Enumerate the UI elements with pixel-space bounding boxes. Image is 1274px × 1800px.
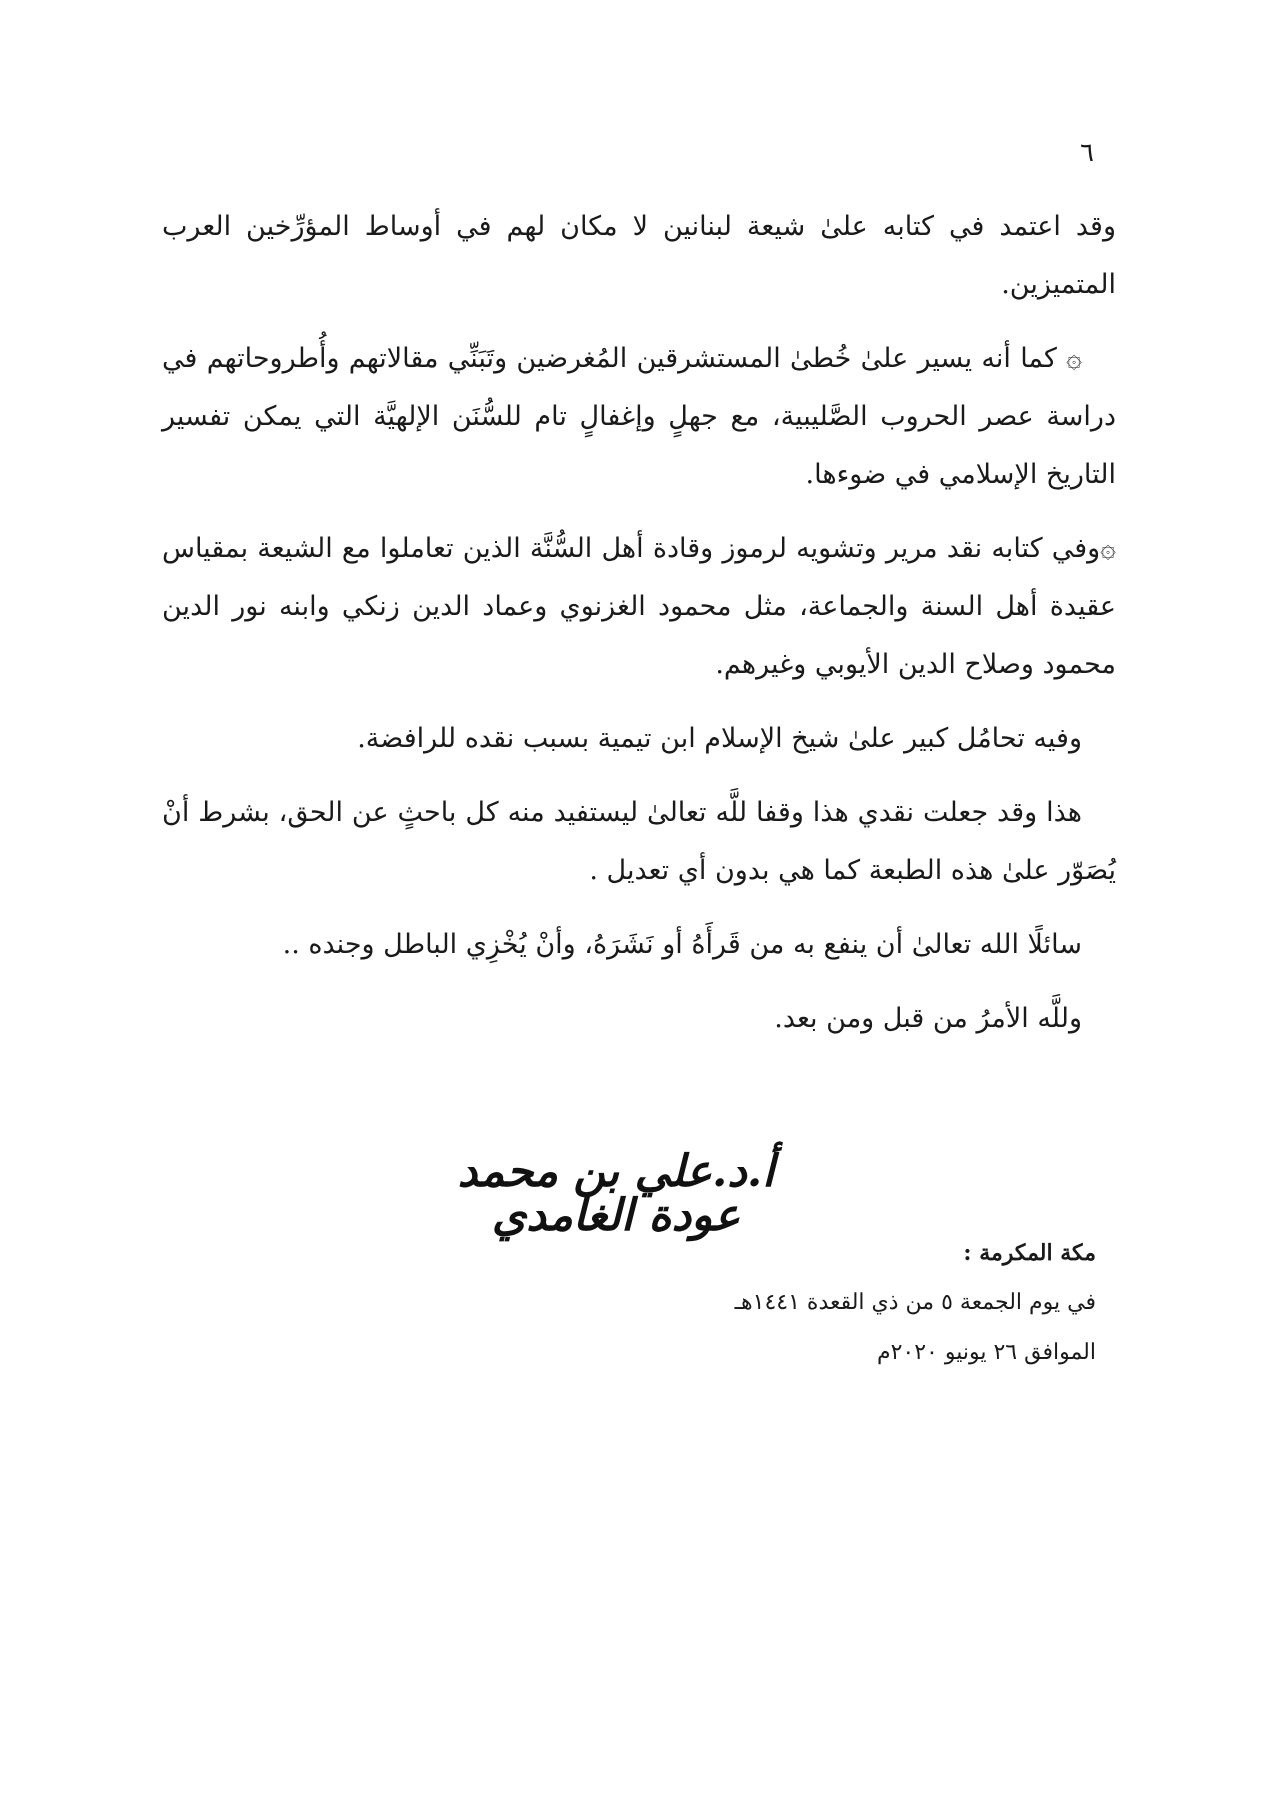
paragraph-3: ۞وفي كتابه نقد مرير وتشويه لرموز وقادة أهل السُّنَّة الذين تعاملوا مع الشيعة بمقياس عقيدة أهل السنة والجماعة، مثل محمود الغزنوي وعماد الدين زنكي وابنه نور الدين محمود وصلاح الدين الأيوبي وغيرهم. (162, 533, 1116, 680)
page-number: ٦ (1080, 138, 1094, 168)
signature-block (426, 1146, 806, 1241)
paragraph-4: وفيه تحامُل كبير علىٰ شيخ الإسلام ابن تيمية بسبب نقده للرافضة. (357, 723, 1082, 754)
paragraph-7: وللَّه الأمرُ من قبل ومن بعد. (774, 1003, 1082, 1034)
dateline-block (676, 1228, 1096, 1378)
author-signature: أ.د.علي بن محمد عودة الغامدي (457, 1146, 775, 1241)
paragraph-6: سائلًا الله تعالىٰ أن ينفع به من قَرأَهُ أو نَشَرَهُ، وأنْ يُخْزِي الباطل وجنده .. (282, 929, 1082, 960)
paragraph-1: وقد اعتمد في كتابه علىٰ شيعة لبنانين لا مكان لهم في أوساط المؤرِّخين العرب المتميزين. (162, 211, 1116, 300)
dateline-city: مكة المكرمة : (963, 1240, 1096, 1266)
body-text (162, 198, 1116, 1064)
dateline-hijri: في يوم الجمعة ٥ من ذي القعدة ١٤٤١هـ (734, 1290, 1096, 1315)
dateline-gregorian: الموافق ٢٦ يونيو ٢٠٢٠م (876, 1340, 1096, 1365)
paragraph-5: هذا وقد جعلت نقدي هذا وقفا للَّه تعالىٰ ليستفيد منه كل باحثٍ عن الحق، بشرط أنْ يُصَوّر علىٰ هذه الطبعة كما هي بدون أي تعديل . (162, 797, 1116, 886)
paragraph-2: ۞ كما أنه يسير علىٰ خُطىٰ المستشرقين المُغرضين وتَبَنِّي مقالاتهم وأُطروحاتهم في دراسة عصر الحروب الصَّليبية، مع جهلٍ وإغفالٍ تام للسُّنَن الإلهيَّة التي يمكن تفسير التاريخ الإسلامي في ضوءها. (162, 343, 1116, 490)
